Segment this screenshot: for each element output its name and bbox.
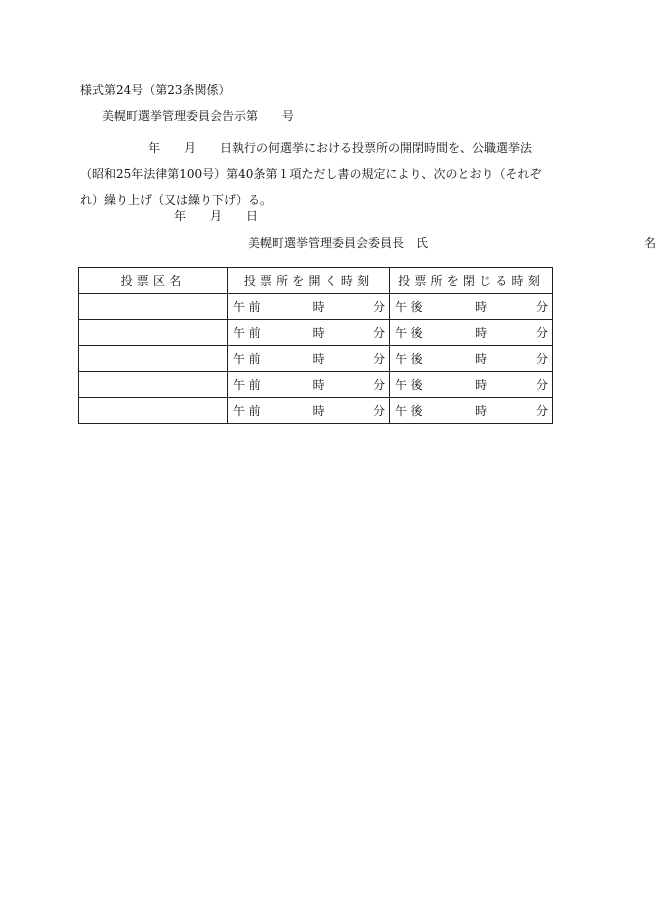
district-cell <box>79 398 228 424</box>
table-row <box>79 320 553 346</box>
open-time-fields <box>228 350 389 367</box>
minute-label: 分 <box>535 404 548 418</box>
ampm-label: 午後 <box>395 404 427 418</box>
header-open-time: 投票所を開く時刻 <box>228 268 390 294</box>
close-time-cell <box>390 294 553 320</box>
chair-title: 美幌町選挙管理委員会委員長 氏 <box>248 236 429 250</box>
table-row <box>79 398 553 424</box>
hour-label: 時 <box>475 352 488 366</box>
minute-label: 分 <box>372 300 385 314</box>
date-year: 年 <box>174 209 187 223</box>
notice-number-title: 美幌町選挙管理委員会告示第 号 <box>102 109 295 123</box>
hour-label: 時 <box>475 378 488 392</box>
hour-label: 時 <box>475 326 488 340</box>
hour-label: 時 <box>475 300 488 314</box>
close-time-cell <box>390 372 553 398</box>
minute-label: 分 <box>535 352 548 366</box>
ampm-label: 午後 <box>395 352 427 366</box>
ampm-label: 午前 <box>233 352 265 366</box>
minute-label: 分 <box>535 378 548 392</box>
minute-label: 分 <box>535 300 548 314</box>
open-time-cell <box>228 294 390 320</box>
ampm-label: 午前 <box>233 378 265 392</box>
ampm-label: 午前 <box>233 326 265 340</box>
hour-label: 時 <box>312 352 325 366</box>
open-time-cell <box>228 398 390 424</box>
date-day: 日 <box>246 209 259 223</box>
minute-label: 分 <box>372 326 385 340</box>
minute-label: 分 <box>372 378 385 392</box>
close-time-fields <box>390 298 552 315</box>
ampm-label: 午前 <box>233 300 265 314</box>
close-time-cell <box>390 346 553 372</box>
chair-name-suffix: 名 <box>644 236 656 250</box>
header-close-time: 投票所を閉じる時刻 <box>390 268 553 294</box>
header-district: 投票区名 <box>79 268 228 294</box>
open-time-fields <box>228 298 389 315</box>
open-time-cell <box>228 346 390 372</box>
form-number-title: 様式第24号（第23条関係） <box>80 83 231 97</box>
polling-hours-table <box>78 267 553 424</box>
ampm-label: 午後 <box>395 300 427 314</box>
notice-body-text <box>80 135 552 213</box>
minute-label: 分 <box>372 404 385 418</box>
ampm-label: 午後 <box>395 378 427 392</box>
ampm-label: 午前 <box>233 404 265 418</box>
close-time-cell <box>390 398 553 424</box>
hour-label: 時 <box>475 404 488 418</box>
table-row <box>79 294 553 320</box>
open-time-fields <box>228 324 389 341</box>
district-cell <box>79 346 228 372</box>
minute-label: 分 <box>535 326 548 340</box>
minute-label: 分 <box>372 352 385 366</box>
open-time-fields <box>228 402 389 419</box>
notice-date-line <box>174 209 258 223</box>
table-row <box>79 346 553 372</box>
close-time-cell <box>390 320 553 346</box>
ampm-label: 午後 <box>395 326 427 340</box>
open-time-cell <box>228 320 390 346</box>
committee-chair-line <box>248 236 656 250</box>
hour-label: 時 <box>312 378 325 392</box>
table-header-row <box>79 268 553 294</box>
open-time-fields <box>228 376 389 393</box>
hour-label: 時 <box>312 404 325 418</box>
date-month: 月 <box>210 209 223 223</box>
hour-label: 時 <box>312 300 325 314</box>
close-time-fields <box>390 402 552 419</box>
district-cell <box>79 320 228 346</box>
notice-body-content: 年 月 日執行の何選挙における投票所の開閉時間を、公職選挙法（昭和25年法律第100号）第40条第１項ただし書の規定により、次のとおり（それぞれ）繰り上げ（又は繰り下げ）る。 <box>80 141 542 207</box>
close-time-fields <box>390 350 552 367</box>
open-time-cell <box>228 372 390 398</box>
close-time-fields <box>390 376 552 393</box>
close-time-fields <box>390 324 552 341</box>
district-cell <box>79 372 228 398</box>
district-cell <box>79 294 228 320</box>
hour-label: 時 <box>312 326 325 340</box>
table-row <box>79 372 553 398</box>
